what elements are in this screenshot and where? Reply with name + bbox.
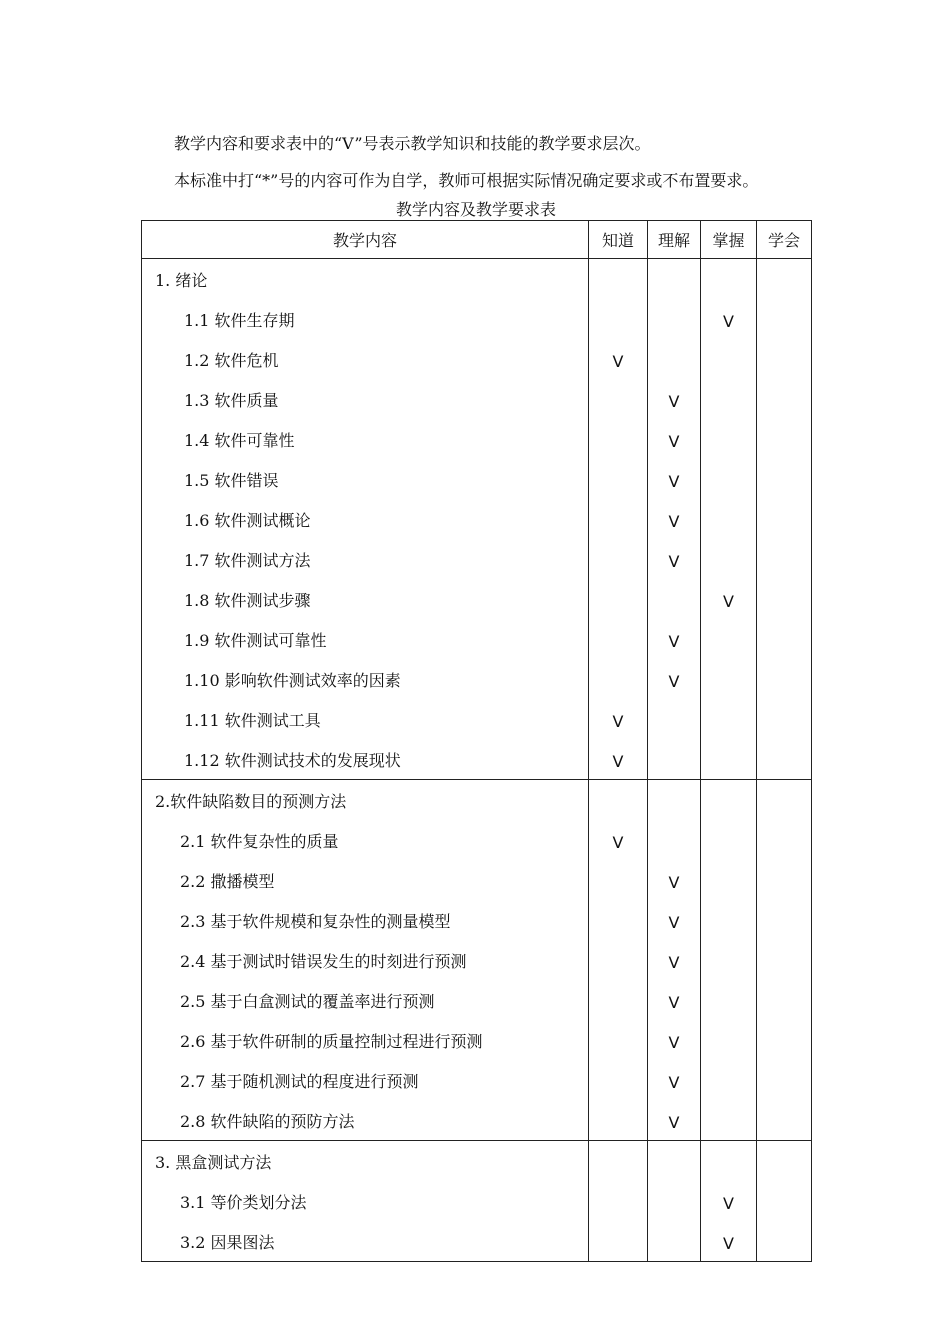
self-study-paragraph: 本标准中打“*”号的内容可作为自学，教师可根据实际情况确定要求或不布置要求。 (174, 171, 759, 190)
learn-cell (757, 739, 812, 780)
header-understand: 理解 (648, 221, 701, 259)
content-cell: 2.5 基于白盒测试的覆盖率进行预测 (142, 980, 589, 1020)
learn-cell (757, 419, 812, 459)
content-cell: 2.2 撒播模型 (142, 860, 589, 900)
understand-cell (648, 900, 701, 940)
content-cell: 1.2 软件危机 (142, 339, 589, 379)
master-cell (701, 459, 757, 499)
content-cell: 1.8 软件测试步骤 (142, 579, 589, 619)
learn-cell (757, 1141, 812, 1182)
understand-cell (648, 980, 701, 1020)
check-mark: V (668, 431, 680, 451)
learn-cell (757, 579, 812, 619)
master-cell (701, 1221, 757, 1262)
learn-cell (757, 619, 812, 659)
header-master: 掌握 (701, 221, 757, 259)
table-row (142, 459, 812, 499)
know-cell (589, 699, 648, 739)
table-row (142, 980, 812, 1020)
content-cell: 1.12 软件测试技术的发展现状 (142, 739, 589, 780)
know-cell (589, 499, 648, 539)
table-row (142, 860, 812, 900)
check-mark: V (668, 631, 680, 651)
table-row (142, 1020, 812, 1060)
table-row (142, 259, 812, 300)
content-cell: 3.2 因果图法 (142, 1221, 589, 1262)
check-mark: V (723, 1193, 734, 1213)
master-cell (701, 339, 757, 379)
content-cell: 1.1 软件生存期 (142, 299, 589, 339)
master-cell (701, 900, 757, 940)
table-row (142, 1181, 812, 1221)
learn-cell (757, 459, 812, 499)
check-mark: V (668, 992, 680, 1012)
learn-cell (757, 259, 812, 300)
table-row (142, 579, 812, 619)
understand-cell (648, 1060, 701, 1100)
check-mark: V (612, 351, 624, 371)
understand-cell (648, 659, 701, 699)
check-mark: V (668, 1072, 680, 1092)
table-body (142, 259, 812, 1262)
learn-cell (757, 539, 812, 579)
content-cell: 2.1 软件复杂性的质量 (142, 820, 589, 860)
learn-cell (757, 379, 812, 419)
understand-cell (648, 699, 701, 739)
learn-cell (757, 1020, 812, 1060)
table-row (142, 419, 812, 459)
learn-cell (757, 900, 812, 940)
know-cell (589, 1060, 648, 1100)
learn-cell (757, 339, 812, 379)
header-know: 知道 (589, 221, 648, 259)
learn-cell (757, 780, 812, 821)
content-cell: 2.6 基于软件研制的质量控制过程进行预测 (142, 1020, 589, 1060)
know-cell (589, 379, 648, 419)
table-row (142, 699, 812, 739)
master-cell (701, 259, 757, 300)
learn-cell (757, 699, 812, 739)
content-cell: 1.5 软件错误 (142, 459, 589, 499)
master-cell (701, 1141, 757, 1182)
know-cell (589, 1141, 648, 1182)
know-cell (589, 940, 648, 980)
understand-cell (648, 459, 701, 499)
know-cell (589, 780, 648, 821)
check-mark: V (668, 671, 680, 691)
master-cell (701, 1100, 757, 1141)
check-mark: V (668, 471, 680, 491)
know-cell (589, 659, 648, 699)
know-cell (589, 1020, 648, 1060)
know-cell (589, 579, 648, 619)
table-row (142, 940, 812, 980)
content-cell: 1.10 影响软件测试效率的因素 (142, 659, 589, 699)
table-row (142, 379, 812, 419)
learn-cell (757, 1100, 812, 1141)
header-content: 教学内容 (142, 221, 589, 259)
learn-cell (757, 1181, 812, 1221)
content-cell: 2.软件缺陷数目的预测方法 (142, 780, 589, 821)
master-cell (701, 1020, 757, 1060)
know-cell (589, 459, 648, 499)
understand-cell (648, 1181, 701, 1221)
know-cell (589, 820, 648, 860)
table-row (142, 659, 812, 699)
content-cell: 2.3 基于软件规模和复杂性的测量模型 (142, 900, 589, 940)
learn-cell (757, 860, 812, 900)
understand-cell (648, 579, 701, 619)
check-mark: V (668, 952, 680, 972)
table-caption: 教学内容及教学要求表 (395, 200, 556, 219)
check-mark: V (668, 551, 680, 571)
check-mark: V (668, 912, 680, 932)
understand-cell (648, 539, 701, 579)
requirements-table (141, 220, 812, 1262)
learn-cell (757, 1221, 812, 1262)
learn-cell (757, 980, 812, 1020)
content-cell: 3.1 等价类划分法 (142, 1181, 589, 1221)
check-mark: V (723, 311, 734, 331)
understand-cell (648, 379, 701, 419)
master-cell (701, 820, 757, 860)
table-row (142, 900, 812, 940)
master-cell (701, 619, 757, 659)
know-cell (589, 1181, 648, 1221)
master-cell (701, 379, 757, 419)
check-mark: V (668, 511, 680, 531)
learn-cell (757, 299, 812, 339)
table-row (142, 1100, 812, 1141)
know-cell (589, 539, 648, 579)
understand-cell (648, 1221, 701, 1262)
master-cell (701, 1181, 757, 1221)
check-mark: V (612, 711, 624, 731)
check-mark: V (723, 591, 734, 611)
understand-cell (648, 1020, 701, 1060)
legend-paragraph: 教学内容和要求表中的“V”号表示教学知识和技能的教学要求层次。 (174, 134, 651, 153)
learn-cell (757, 659, 812, 699)
check-mark: V (723, 1233, 734, 1253)
content-cell: 2.8 软件缺陷的预防方法 (142, 1100, 589, 1141)
know-cell (589, 419, 648, 459)
master-cell (701, 499, 757, 539)
know-cell (589, 900, 648, 940)
check-mark: V (612, 832, 624, 852)
table-row (142, 820, 812, 860)
master-cell (701, 699, 757, 739)
content-cell: 1.7 软件测试方法 (142, 539, 589, 579)
master-cell (701, 780, 757, 821)
know-cell (589, 619, 648, 659)
table-row (142, 499, 812, 539)
know-cell (589, 259, 648, 300)
table-row (142, 780, 812, 821)
understand-cell (648, 259, 701, 300)
table-header-row (142, 221, 812, 259)
know-cell (589, 739, 648, 780)
understand-cell (648, 860, 701, 900)
master-cell (701, 1060, 757, 1100)
check-mark: V (668, 1112, 680, 1132)
table-row (142, 739, 812, 780)
understand-cell (648, 1141, 701, 1182)
table-row (142, 299, 812, 339)
table-row (142, 539, 812, 579)
check-mark: V (668, 1032, 680, 1052)
understand-cell (648, 339, 701, 379)
master-cell (701, 860, 757, 900)
header-learn: 学会 (757, 221, 812, 259)
know-cell (589, 1221, 648, 1262)
know-cell (589, 299, 648, 339)
understand-cell (648, 299, 701, 339)
content-cell: 2.4 基于测试时错误发生的时刻进行预测 (142, 940, 589, 980)
learn-cell (757, 820, 812, 860)
understand-cell (648, 739, 701, 780)
table-row (142, 1221, 812, 1262)
table-row (142, 1141, 812, 1182)
know-cell (589, 860, 648, 900)
master-cell (701, 659, 757, 699)
table-row (142, 619, 812, 659)
master-cell (701, 980, 757, 1020)
understand-cell (648, 780, 701, 821)
content-cell: 1.6 软件测试概论 (142, 499, 589, 539)
know-cell (589, 980, 648, 1020)
check-mark: V (668, 872, 680, 892)
understand-cell (648, 419, 701, 459)
know-cell (589, 1100, 648, 1141)
table-row (142, 1060, 812, 1100)
master-cell (701, 579, 757, 619)
content-cell: 1. 绪论 (142, 259, 589, 300)
table-row (142, 339, 812, 379)
understand-cell (648, 499, 701, 539)
understand-cell (648, 940, 701, 980)
content-cell: 1.9 软件测试可靠性 (142, 619, 589, 659)
content-cell: 2.7 基于随机测试的程度进行预测 (142, 1060, 589, 1100)
master-cell (701, 539, 757, 579)
content-cell: 3. 黑盒测试方法 (142, 1141, 589, 1182)
check-mark: V (668, 391, 680, 411)
master-cell (701, 299, 757, 339)
content-cell: 1.3 软件质量 (142, 379, 589, 419)
check-mark: V (612, 751, 624, 771)
content-cell: 1.4 软件可靠性 (142, 419, 589, 459)
learn-cell (757, 1060, 812, 1100)
master-cell (701, 739, 757, 780)
understand-cell (648, 1100, 701, 1141)
content-cell: 1.11 软件测试工具 (142, 699, 589, 739)
master-cell (701, 940, 757, 980)
learn-cell (757, 499, 812, 539)
understand-cell (648, 820, 701, 860)
know-cell (589, 339, 648, 379)
master-cell (701, 419, 757, 459)
learn-cell (757, 940, 812, 980)
understand-cell (648, 619, 701, 659)
